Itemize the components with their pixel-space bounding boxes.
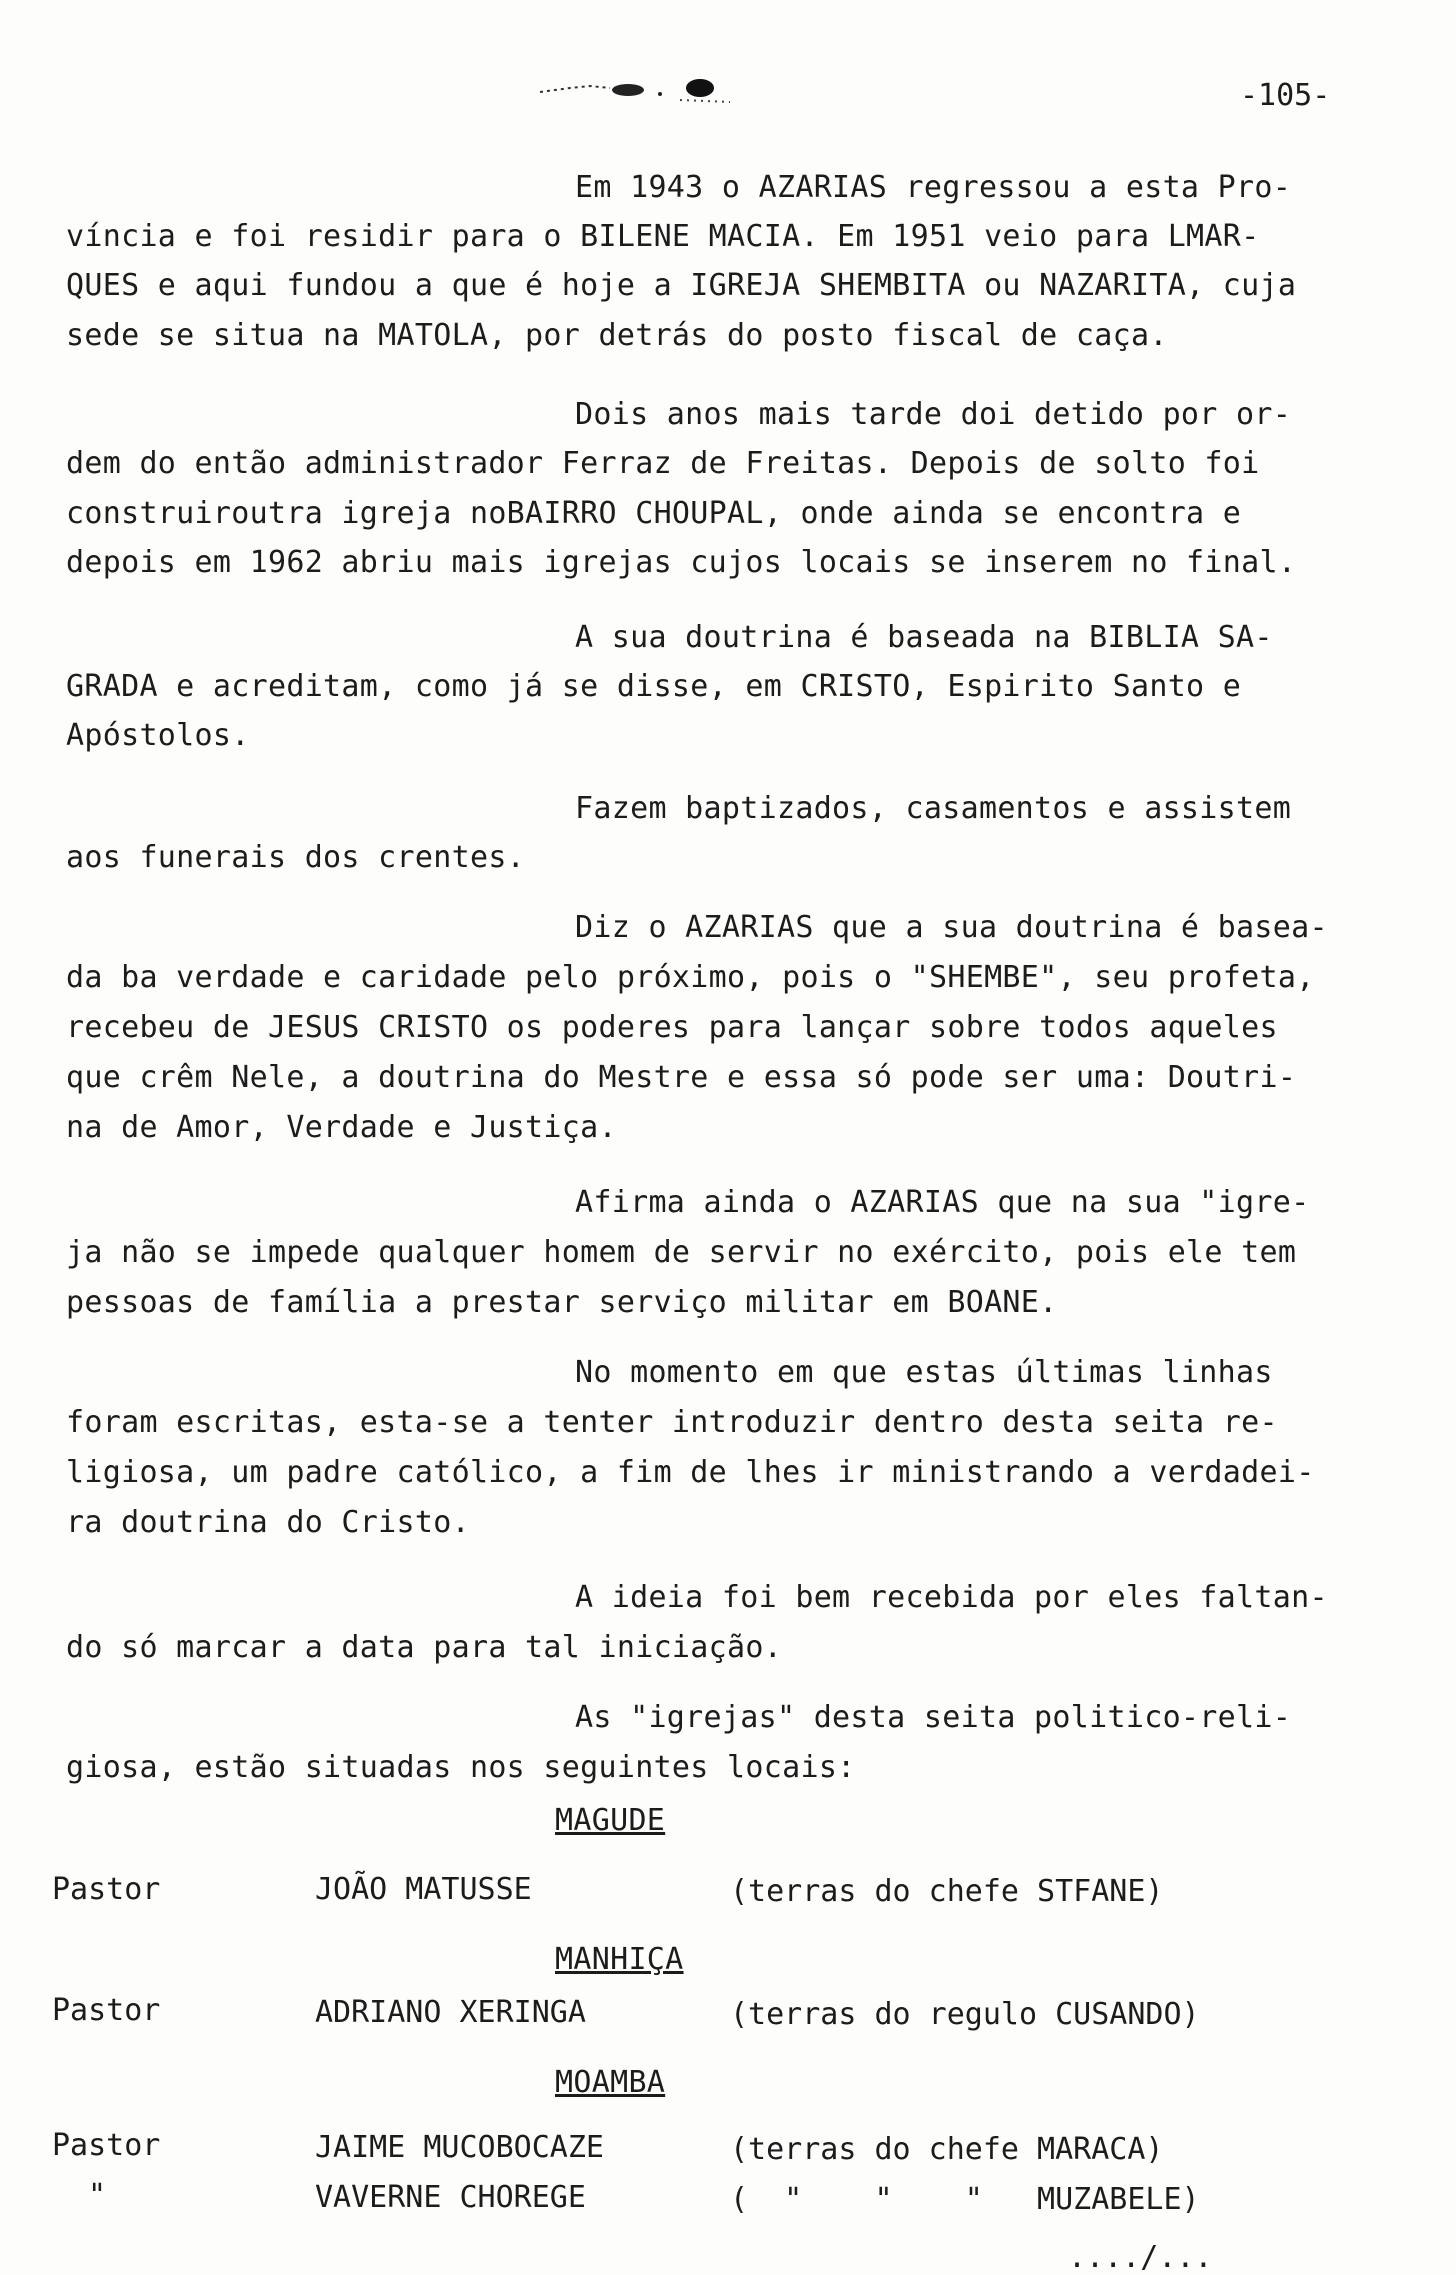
entry-role: Pastor — [52, 1872, 161, 1907]
entry-place: (terras do chefe MARACA) — [730, 2132, 1164, 2167]
paragraph-6-line-3: pessoas de família a prestar serviço militar em BOANE. — [66, 1285, 1058, 1320]
paragraph-2-line-3: construiroutra igreja noBAIRRO CHOUPAL, onde ainda se encontra e — [66, 496, 1242, 531]
entry-pastor-name: JOÃO MATUSSE — [315, 1872, 532, 1907]
entry-pastor-name: JAIME MUCOBOCAZE — [315, 2130, 604, 2165]
location-heading-manhica: MANHIÇA — [555, 1942, 684, 1977]
paragraph-1-line-2: víncia e foi residir para o BILENE MACIA. Em 1951 veio para LMAR- — [66, 219, 1260, 254]
paragraph-9-line-1: As "igrejas" desta seita politico-reli- — [575, 1700, 1292, 1735]
entry-role: Pastor — [52, 2128, 161, 2163]
location-heading-moamba: MOAMBA — [555, 2065, 666, 2100]
paragraph-2-line-4: depois em 1962 abriu mais igrejas cujos locais se inserem no final. — [66, 545, 1297, 580]
entry-place: ( " " " MUZABELE) — [730, 2182, 1200, 2217]
paragraph-4-line-2: aos funerais dos crentes. — [66, 840, 526, 875]
paragraph-4-line-1: Fazem baptizados, casamentos e assistem — [575, 791, 1292, 826]
paragraph-8-line-1: A ideia foi bem recebida por eles faltan- — [575, 1580, 1328, 1615]
entry-place: (terras do regulo CUSANDO) — [730, 1997, 1200, 2032]
paragraph-5-line-3: recebeu de JESUS CRISTO os poderes para lançar sobre todos aqueles — [66, 1010, 1278, 1045]
continuation-mark: ..../... — [1068, 2240, 1213, 2275]
paragraph-7-line-2: foram escritas, esta-se a tenter introduzir dentro desta seita re- — [66, 1405, 1278, 1440]
paragraph-1-line-3: QUES e aqui fundou a que é hoje a IGREJA SHEMBITA ou NAZARITA, cuja — [66, 268, 1297, 303]
paragraph-3-line-2: GRADA e acreditam, como já se disse, em CRISTO, Espirito Santo e — [66, 669, 1242, 704]
ink-smudge — [530, 70, 790, 110]
entry-role: Pastor — [52, 1993, 161, 2028]
page-number: -105- — [1240, 78, 1331, 113]
location-heading-magude: MAGUDE — [555, 1803, 666, 1838]
entry-place: (terras do chefe STFANE) — [730, 1874, 1164, 1909]
paragraph-2-line-2: dem do então administrador Ferraz de Freitas. Depois de solto foi — [66, 446, 1260, 481]
entry-pastor-name: ADRIANO XERINGA — [315, 1995, 586, 2030]
paragraph-1-line-1: Em 1943 o AZARIAS regressou a esta Pro- — [575, 170, 1292, 205]
paragraph-6-line-2: ja não se impede qualquer homem de servir no exército, pois ele tem — [66, 1235, 1297, 1270]
paragraph-2-line-1: Dois anos mais tarde doi detido por or- — [575, 397, 1292, 432]
paragraph-9-line-2: giosa, estão situadas nos seguintes locais: — [66, 1750, 856, 1785]
paragraph-5-line-5: na de Amor, Verdade e Justiça. — [66, 1110, 617, 1145]
entry-role-ditto: " — [88, 2178, 107, 2213]
entry-pastor-name: VAVERNE CHOREGE — [315, 2180, 586, 2215]
paragraph-3-line-1: A sua doutrina é baseada na BIBLIA SA- — [575, 620, 1273, 655]
paragraph-5-line-2: da ba verdade e caridade pelo próximo, pois o "SHEMBE", seu profeta, — [66, 960, 1315, 995]
paragraph-7-line-4: ra doutrina do Cristo. — [66, 1505, 470, 1540]
paragraph-8-line-2: do só marcar a data para tal iniciação. — [66, 1630, 783, 1665]
paragraph-5-line-4: que crêm Nele, a doutrina do Mestre e essa só pode ser uma: Doutri- — [66, 1060, 1297, 1095]
paragraph-7-line-3: ligiosa, um padre católico, a fim de lhes ir ministrando a verdadei- — [66, 1455, 1315, 1490]
paragraph-6-line-1: Afirma ainda o AZARIAS que na sua "igre- — [575, 1185, 1310, 1220]
paragraph-1-line-4: sede se situa na MATOLA, por detrás do posto fiscal de caça. — [66, 318, 1168, 353]
paragraph-5-line-1: Diz o AZARIAS que a sua doutrina é basea- — [575, 910, 1328, 945]
paragraph-7-line-1: No momento em que estas últimas linhas — [575, 1355, 1273, 1390]
paragraph-3-line-3: Apóstolos. — [66, 718, 250, 753]
